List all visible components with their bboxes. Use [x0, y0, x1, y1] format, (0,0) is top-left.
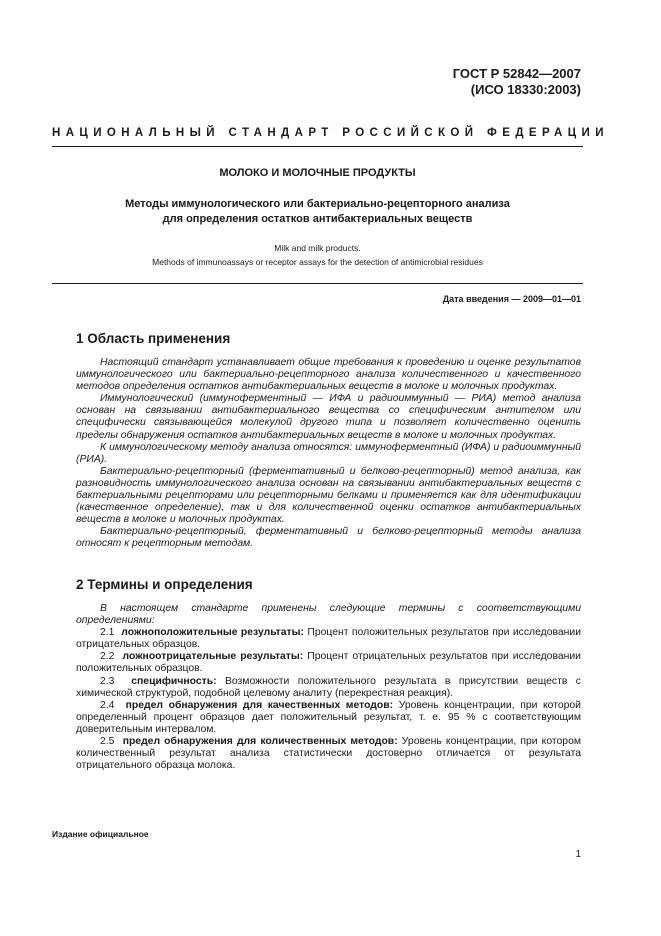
term-definition: Уровень концентрации, при которой определенный процент образцов дает положительный результат, т. е. 95 % с соответствующим доверительным интервалом.: [76, 699, 581, 735]
iso-reference: (ИСО 18330:2003): [470, 82, 581, 97]
subtitle-line-1: Методы иммунологического или бактериально-рецепторного анализа: [125, 198, 510, 210]
term-number: 2.4: [100, 699, 115, 711]
section-2-intro: В настоящем стандарте применены следующие термины с соответствующими определениями:: [76, 603, 581, 627]
term-definition: Возможности положительного результата в присутствии веществ с химической структурой, подобной целевому аналиту (перекрестная реакция).: [76, 675, 581, 699]
term-name: специфичность:: [131, 675, 217, 687]
header-divider: [52, 146, 583, 147]
term-number: 2.1: [100, 627, 115, 639]
standard-code: [453, 66, 581, 98]
section-1-paragraph: Настоящий стандарт устанавливает общие требования к проведению и оценке результатов иммунологического или бактериально-рецепторного анализа количественного и качественного методов определения остатков антибактериальных веществ в молоке и молочных продуктах.: [76, 357, 581, 393]
introduction-date: Дата введения — 2009—01—01: [442, 294, 581, 304]
document-title: МОЛОКО И МОЛОЧНЫЕ ПРОДУКТЫ: [219, 167, 416, 179]
section-1-paragraph: Иммунологический (иммуноферментный — ИФА и радиоиммунный — РИА) метод анализа основан на связывании антибактериального вещества со специфическим антителом или специфически связывающейся молекулой другого типа и позволяет количественно оценить пределы обнаружения остатков антибактериальных веществ в молоке и молочных продуктах.: [76, 393, 581, 441]
section-2-heading: 2 Термины и определения: [76, 577, 253, 592]
term-number: 2.5: [100, 736, 115, 748]
term-name: ложноположительные результаты:: [121, 627, 304, 639]
section-1-paragraph: Бактериально-рецепторный (ферментативный и белково-рецепторный) метод анализа, как разновидность иммунологического анализа основан на связывании антибактериальных веществ с бактериальными рецепторами или рецепторными белками и применяется как для идентификации (качественное определение), так и для количественной оценки остатков антибактериальных веществ в молоке и молочных продуктах.: [76, 465, 581, 526]
term-entry: [76, 736, 581, 772]
section-2-body: [76, 603, 581, 772]
subtitle-line-2: для определения остатков антибактериальных веществ: [162, 213, 473, 225]
official-edition-label: Издание официальное: [52, 829, 149, 839]
document-subtitle: [52, 197, 583, 227]
term-entry: [76, 627, 581, 651]
english-title-line-1: Milk and milk products.: [274, 243, 361, 253]
english-title: [52, 241, 583, 269]
section-1-paragraph: Бактериально-рецепторный, ферментативный и белково-рецепторный методы анализа относят к рецепторным методам.: [76, 526, 581, 550]
section-1-paragraph: К иммунологическому методу анализа относятся: иммуноферментный (ИФА) и радиоиммунный (РИА).: [76, 441, 581, 465]
term-definition: Уровень концентрации, при котором количественный результат анализа статистически достоверно отличается от результата отрицательного образца молока.: [76, 736, 581, 772]
national-standard-banner: НАЦИОНАЛЬНЫЙ СТАНДАРТ РОССИЙСКОЙ ФЕДЕРАЦИИ: [52, 127, 609, 139]
term-entry: [76, 651, 581, 675]
term-name: предел обнаружения для количественных методов:: [122, 736, 398, 748]
term-definition: Процент положительных результатов при исследовании отрицательных образцов.: [76, 627, 582, 651]
section-1-body: [76, 357, 581, 551]
term-entry: [76, 700, 581, 736]
term-number: 2.3: [100, 675, 115, 687]
title-divider: [52, 283, 583, 284]
term-definition: Процент отрицательных результатов при исследовании положительных образцов.: [76, 651, 581, 675]
standard-number: ГОСТ Р 52842—2007: [452, 66, 581, 81]
section-1-heading: 1 Область применения: [76, 331, 231, 346]
english-title-line-2: Methods of immunoassays or receptor assays for the detection of antimicrobial residues: [152, 257, 483, 267]
term-name: предел обнаружения для качественных методов:: [125, 699, 394, 711]
term-name: ложноотрицательные результаты:: [122, 651, 304, 663]
page-number: 1: [575, 849, 581, 860]
term-number: 2.2: [100, 651, 115, 663]
term-entry: [76, 676, 581, 700]
